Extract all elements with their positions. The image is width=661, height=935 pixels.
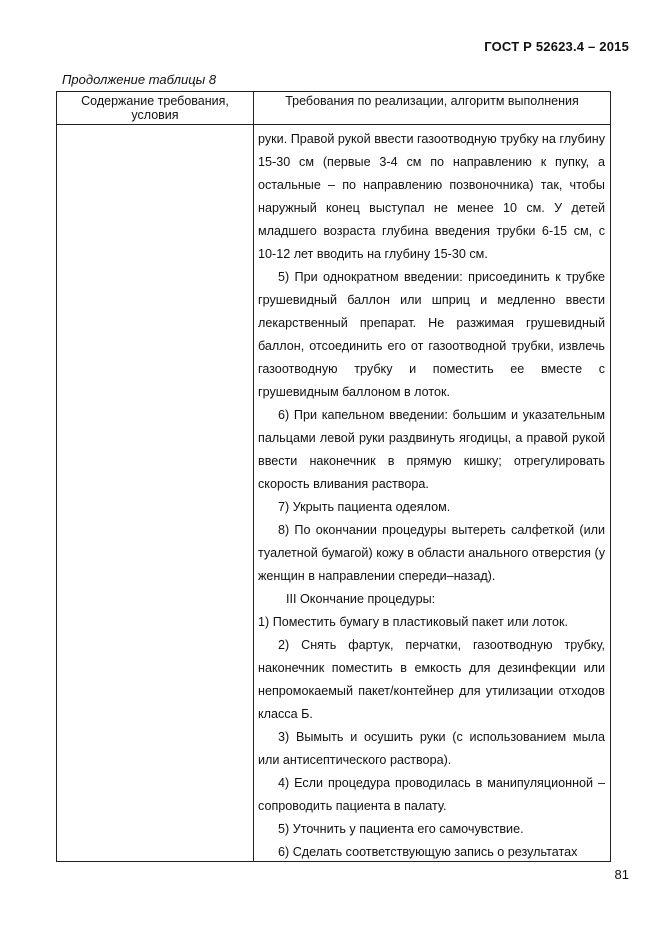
paragraph: 1) Поместить бумагу в пластиковый пакет или лоток. (258, 615, 568, 629)
paragraph: 4) Если процедура проводилась в манипуляционной – сопроводить пациента в палату. (258, 776, 605, 813)
table-caption: Продолжение таблицы 8 (62, 72, 217, 87)
paragraph: 5) Уточнить у пациента его самочувствие. (278, 822, 524, 836)
paragraph: 8) По окончании процедуры вытереть салфеткой (или туалетной бумагой) кожу в области анального отверстия (у женщин в направлении спереди–назад). (258, 523, 605, 583)
column-divider (253, 92, 254, 861)
column-header-requirements: Требования по реализации, алгоритм выполнения (285, 94, 579, 108)
paragraph: 5) При однократном введении: присоединить к трубке грушевидный баллон или шприц и медленно ввести лекарственный препарат. Не разжимая грушевидный баллон, отсоединить его от газоотводной трубки, извлечь газоотводную трубку и поместить ее вместе с грушевидным баллоном в лоток. (258, 270, 605, 399)
paragraph: 2) Снять фартук, перчатки, газоотводную трубку, наконечник поместить в емкость для дезинфекции или непромокаемый пакет/контейнер для утилизации отходов класса Б. (258, 638, 605, 721)
column-header-content: Содержание требования, условия (81, 94, 229, 122)
section-heading: III Окончание процедуры: (286, 592, 436, 606)
header-rule (57, 124, 610, 125)
paragraph: 3) Вымыть и осушить руки (с использованием мыла или антисептического раствора). (258, 730, 605, 767)
requirements-text (258, 128, 605, 864)
paragraph: руки. Правой рукой ввести газоотводную трубку на глубину 15-30 см (первые 3-4 см по направлению к пупку, а остальные – по направлению позвоночника) так, чтобы наружный конец выступал не менее 10 см. У детей младшего возраста глубина введения трубки 6-15 см, с 10-12 лет вводить на глубину 15-30 см. (258, 132, 605, 261)
document-code: ГОСТ Р 52623.4 – 2015 (484, 39, 629, 54)
paragraph: 7) Укрыть пациента одеялом. (278, 500, 451, 514)
page-number: 81 (614, 867, 629, 882)
requirements-table (56, 91, 611, 862)
paragraph: 6) Сделать соответствующую запись о результатах (278, 845, 578, 859)
paragraph: 6) При капельном введении: большим и указательным пальцами левой руки раздвинуть ягодицы, а правой рукой ввести наконечник в прямую кишку; отрегулировать скорость вливания раствора. (258, 408, 605, 491)
